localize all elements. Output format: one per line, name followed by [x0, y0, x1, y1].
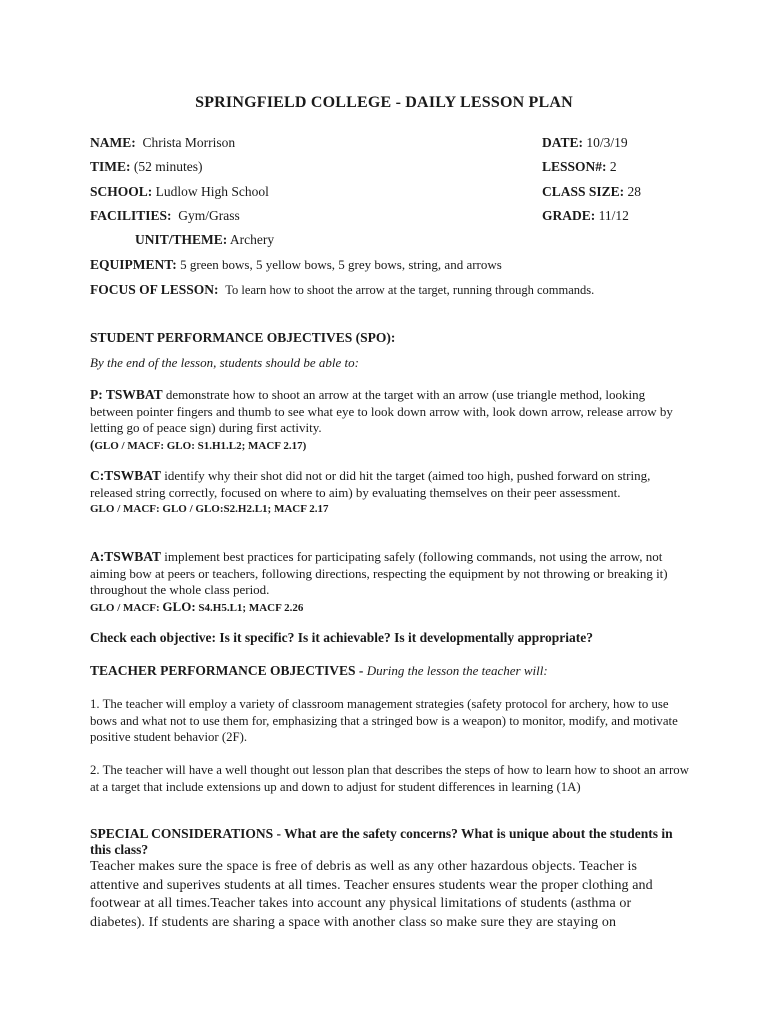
page-title: SPRINGFIELD COLLEGE - DAILY LESSON PLAN	[195, 94, 573, 111]
class-size-label: CLASS SIZE:	[542, 184, 625, 199]
facilities-label: FACILITIES:	[90, 208, 172, 223]
check-objectives: Check each objective: Is it specific? Is it achievable? Is it developmentally appropriate?	[90, 630, 593, 645]
p-label: P: TSWBAT	[90, 387, 163, 402]
name-row	[90, 135, 235, 151]
facilities-value: Gym/Grass	[178, 208, 240, 223]
p-text: demonstrate how to shoot an arrow at the target with an arrow (use triangle method, looking between pointer fingers and thumb to see what eye to look down arrow with, look down arrow, release arrow by letting go of peace sign) during first activity.	[90, 387, 673, 435]
date-value: 10/3/19	[586, 135, 628, 150]
a-label: A:TSWBAT	[90, 549, 162, 564]
class-size-row	[542, 184, 641, 200]
spo-heading: STUDENT PERFORMANCE OBJECTIVES (SPO):	[90, 330, 396, 345]
grade-row	[542, 208, 629, 224]
equipment-label: EQUIPMENT:	[90, 257, 177, 272]
unit-row	[135, 232, 274, 248]
date-row	[542, 135, 628, 151]
spo-intro: By the end of the lesson, students should be able to:	[90, 355, 359, 370]
a-glo: GLO / MACF: GLO: S4.H5.L1; MACF 2.26	[90, 598, 304, 614]
time-value: (52 minutes)	[133, 159, 203, 174]
c-label: C:TSWBAT	[90, 468, 162, 483]
unit-value: Archery	[229, 232, 275, 247]
name-value: Christa Morrison	[142, 135, 236, 150]
tpo-heading: TEACHER PERFORMANCE OBJECTIVES - During the lesson the teacher will:	[90, 663, 548, 678]
grade-value: 11/12	[598, 208, 629, 223]
special-heading: SPECIAL CONSIDERATIONS - What are the safety concerns? What is unique about the students in this class?	[90, 826, 673, 857]
spo-cognitive	[90, 468, 690, 518]
school-label: SCHOOL:	[90, 184, 153, 199]
class-size-value: 28	[627, 184, 642, 199]
tpo-item-1: 1. The teacher will employ a variety of classroom management strategies (safety protocol for archery, how to use bows and what not to use them for, emphasizing that a stringed bow is a weapon) to monitor, modify, and motivate positive student behavior (2F).	[90, 697, 678, 744]
equipment-row	[90, 257, 502, 273]
lesson-value: 2	[609, 159, 617, 174]
tpo-item-2: 2. The teacher will have a well thought out lesson plan that describes the steps of how to learn how to shoot an arrow at a target that include extensions up and down to adjust for student differences in learning (1A)	[90, 763, 689, 794]
grade-label: GRADE:	[542, 208, 596, 223]
school-value: Ludlow High School	[155, 184, 269, 199]
time-row	[90, 159, 203, 175]
special-text: Teacher makes sure the space is free of debris as well as any other hazardous objects. Teacher is attentive and superives students at all times. Teacher ensures students wear the proper clothing and footwear at all times.Teacher takes into account any physical limitations of students (asthma or diabetes). If students are sharing a space with another class so make sure they are staying on	[90, 859, 653, 930]
p-glo: (GLO / MACF: GLO: S1.H1.L2; MACF 2.17)	[90, 436, 307, 452]
school-row	[90, 184, 269, 200]
spo-affective	[90, 549, 690, 616]
focus-label: FOCUS OF LESSON:	[90, 282, 219, 297]
equipment-value: 5 green bows, 5 yellow bows, 5 grey bows, string, and arrows	[180, 257, 502, 272]
c-glo: GLO / MACF: GLO / GLO:S2.H2.L1; MACF 2.17	[90, 503, 329, 515]
unit-label: UNIT/THEME:	[135, 232, 228, 247]
facilities-row	[90, 208, 240, 224]
name-label: NAME:	[90, 135, 136, 150]
focus-value: To learn how to shoot the arrow at the target, running through commands.	[225, 283, 595, 297]
time-label: TIME:	[90, 159, 131, 174]
date-label: DATE:	[542, 135, 584, 150]
lesson-row	[542, 159, 617, 175]
focus-row	[90, 282, 594, 298]
c-text: identify why their shot did not or did hit the target (aimed too high, pushed forward on string, released string correctly, focused on where to aim) by evaluating themselves on their peer assessment.	[90, 468, 651, 500]
lesson-label: LESSON#:	[542, 159, 607, 174]
a-text: implement best practices for participating safely (following commands, not using the arrow, not aiming bow at peers or teachers, following directions, respecting the equipment by not throwing or breaking it) throughout the whole class period.	[90, 549, 668, 597]
spo-psychomotor	[90, 387, 690, 454]
